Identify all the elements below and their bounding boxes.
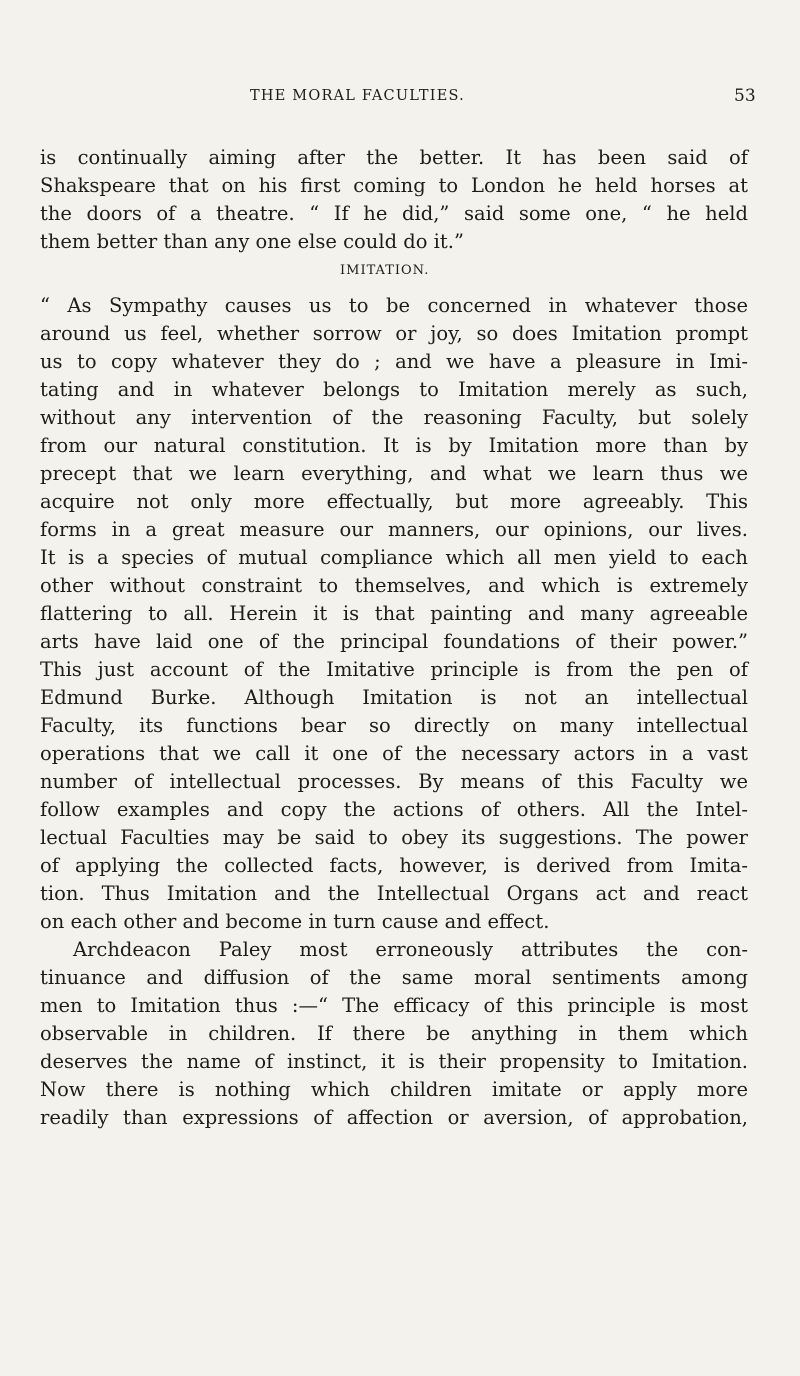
- text-line: without any intervention of the reasoning Faculty, but solely: [40, 406, 748, 429]
- text-line: us to copy whatever they do ; and we have a pleasure in Imi-: [40, 350, 748, 373]
- text-line: flattering to all. Herein it is that painting and many agreeable: [40, 602, 748, 625]
- text-line: men to Imitation thus :—“ The efficacy of this principle is most: [40, 994, 748, 1017]
- text-line: on each other and become in turn cause and effect.: [40, 910, 550, 933]
- text-line: Shakspeare that on his first coming to London he held horses at: [40, 174, 748, 197]
- text-line: from our natural constitution. It is by Imitation more than by: [40, 434, 748, 457]
- page-number: 53: [734, 86, 756, 106]
- running-title: THE MORAL FACULTIES.: [250, 88, 465, 104]
- text-line: deserves the name of instinct, it is their propensity to Imitation.: [40, 1050, 748, 1073]
- text-line: the doors of a theatre. “ If he did,” said some one, “ he held: [40, 202, 748, 225]
- text-line: Archdeacon Paley most erroneously attributes the con-: [73, 938, 748, 961]
- text-line: tinuance and diffusion of the same moral sentiments among: [40, 966, 748, 989]
- text-line: around us feel, whether sorrow or joy, so does Imitation prompt: [40, 322, 748, 345]
- text-line: lectual Faculties may be said to obey its suggestions. The power: [40, 826, 748, 849]
- text-line: tion. Thus Imitation and the Intellectual Organs act and react: [40, 882, 748, 905]
- text-line: other without constraint to themselves, and which is extremely: [40, 574, 748, 597]
- text-line: number of intellectual processes. By means of this Faculty we: [40, 770, 748, 793]
- text-line: Faculty, its functions bear so directly on many intellectual: [40, 714, 748, 737]
- text-line: follow examples and copy the actions of others. All the Intel-: [40, 798, 748, 821]
- text-line: them better than any one else could do it.”: [40, 230, 464, 253]
- text-line: operations that we call it one of the necessary actors in a vast: [40, 742, 748, 765]
- text-line: It is a species of mutual compliance which all men yield to each: [40, 546, 748, 569]
- text-line: arts have laid one of the principal foundations of their power.”: [40, 630, 748, 653]
- text-line: forms in a great measure our manners, our opinions, our lives.: [40, 518, 748, 541]
- text-line: Edmund Burke. Although Imitation is not an intellectual: [40, 686, 748, 709]
- text-line: observable in children. If there be anything in them which: [40, 1022, 748, 1045]
- text-line: of applying the collected facts, however, is derived from Imita-: [40, 854, 748, 877]
- text-line: acquire not only more effectually, but more agreeably. This: [40, 490, 748, 513]
- text-line: “ As Sympathy causes us to be concerned in whatever those: [40, 294, 748, 317]
- text-line: precept that we learn everything, and what we learn thus we: [40, 462, 748, 485]
- text-line: readily than expressions of affection or aversion, of approbation,: [40, 1106, 748, 1129]
- section-heading: IMITATION.: [340, 263, 430, 278]
- text-line: Now there is nothing which children imitate or apply more: [40, 1078, 748, 1101]
- text-line: is continually aiming after the better. It has been said of: [40, 146, 748, 169]
- text-line: tating and in whatever belongs to Imitation merely as such,: [40, 378, 748, 401]
- text-line: This just account of the Imitative principle is from the pen of: [40, 658, 748, 681]
